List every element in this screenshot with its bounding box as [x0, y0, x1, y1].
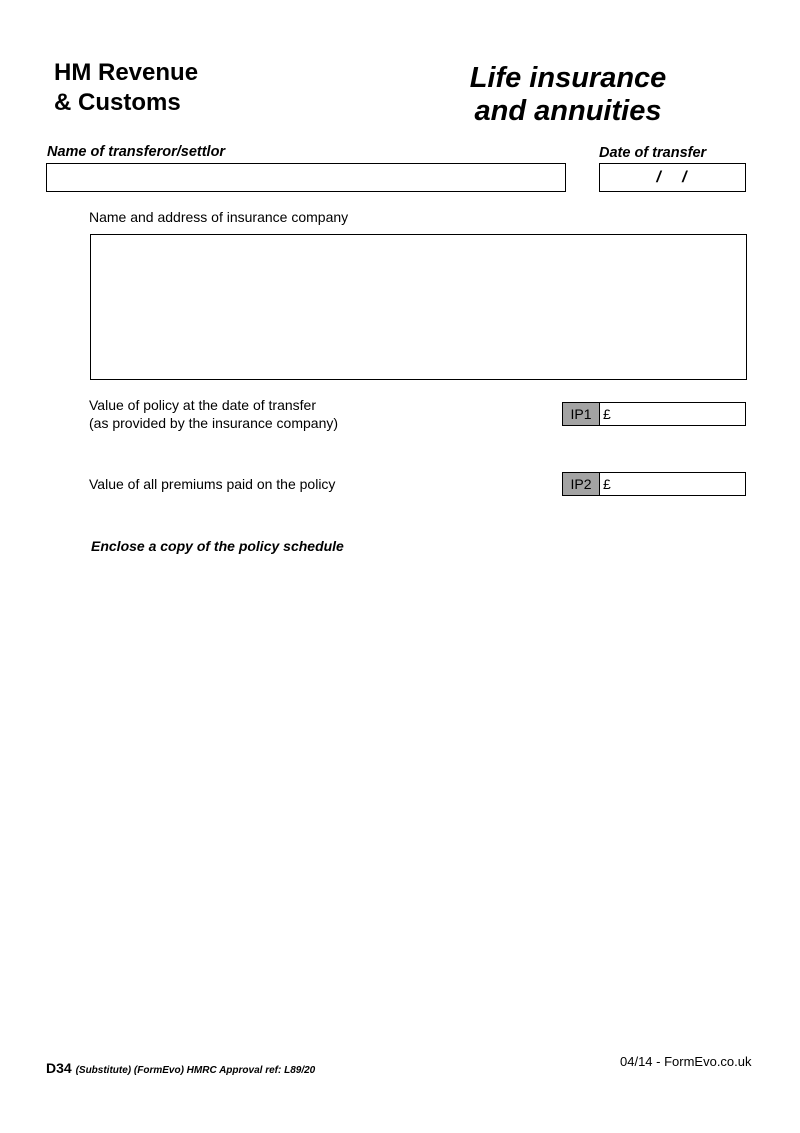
transferor-input[interactable]	[46, 163, 566, 192]
premiums-currency-symbol: £	[603, 476, 611, 492]
date-label: Date of transfer	[599, 145, 707, 161]
form-title-line2: and annuities	[474, 95, 662, 127]
policy-value-currency-symbol: £	[603, 406, 611, 422]
premiums-label: Value of all premiums paid on the policy	[89, 476, 336, 492]
policy-value-label	[89, 396, 338, 432]
policy-value-label-line2: (as provided by the insurance company)	[89, 415, 339, 431]
date-input[interactable]	[599, 163, 746, 192]
footer-version: 04/14 - FormEvo.co.uk	[620, 1054, 752, 1069]
footer-form-code: D34	[46, 1060, 72, 1076]
policy-value-label-line1: Value of policy at the date of transfer	[89, 397, 316, 413]
insurer-textarea[interactable]	[90, 234, 747, 380]
transferor-label: Name of transferor/settlor	[47, 144, 226, 160]
form-title	[440, 62, 696, 128]
form-title-line1: Life insurance	[469, 62, 667, 94]
footer-approval-ref: (Substitute) (FormEvo) HMRC Approval ref: L89/20	[75, 1065, 316, 1076]
organisation-name-line1: HM Revenue	[54, 59, 199, 86]
insurer-label: Name and address of insurance company	[89, 209, 349, 225]
policy-value-field[interactable]	[562, 402, 746, 426]
premiums-field[interactable]	[562, 472, 746, 496]
policy-value-input[interactable]	[600, 403, 745, 425]
date-value: / /	[656, 169, 689, 186]
premiums-code-badge: IP2	[563, 473, 600, 495]
organisation-name	[54, 58, 198, 118]
footer-form-reference	[46, 1060, 315, 1076]
policy-value-code-badge: IP1	[563, 403, 600, 425]
premiums-input[interactable]	[600, 473, 745, 495]
organisation-name-line2: & Customs	[54, 89, 181, 116]
enclosure-note: Enclose a copy of the policy schedule	[91, 538, 344, 554]
